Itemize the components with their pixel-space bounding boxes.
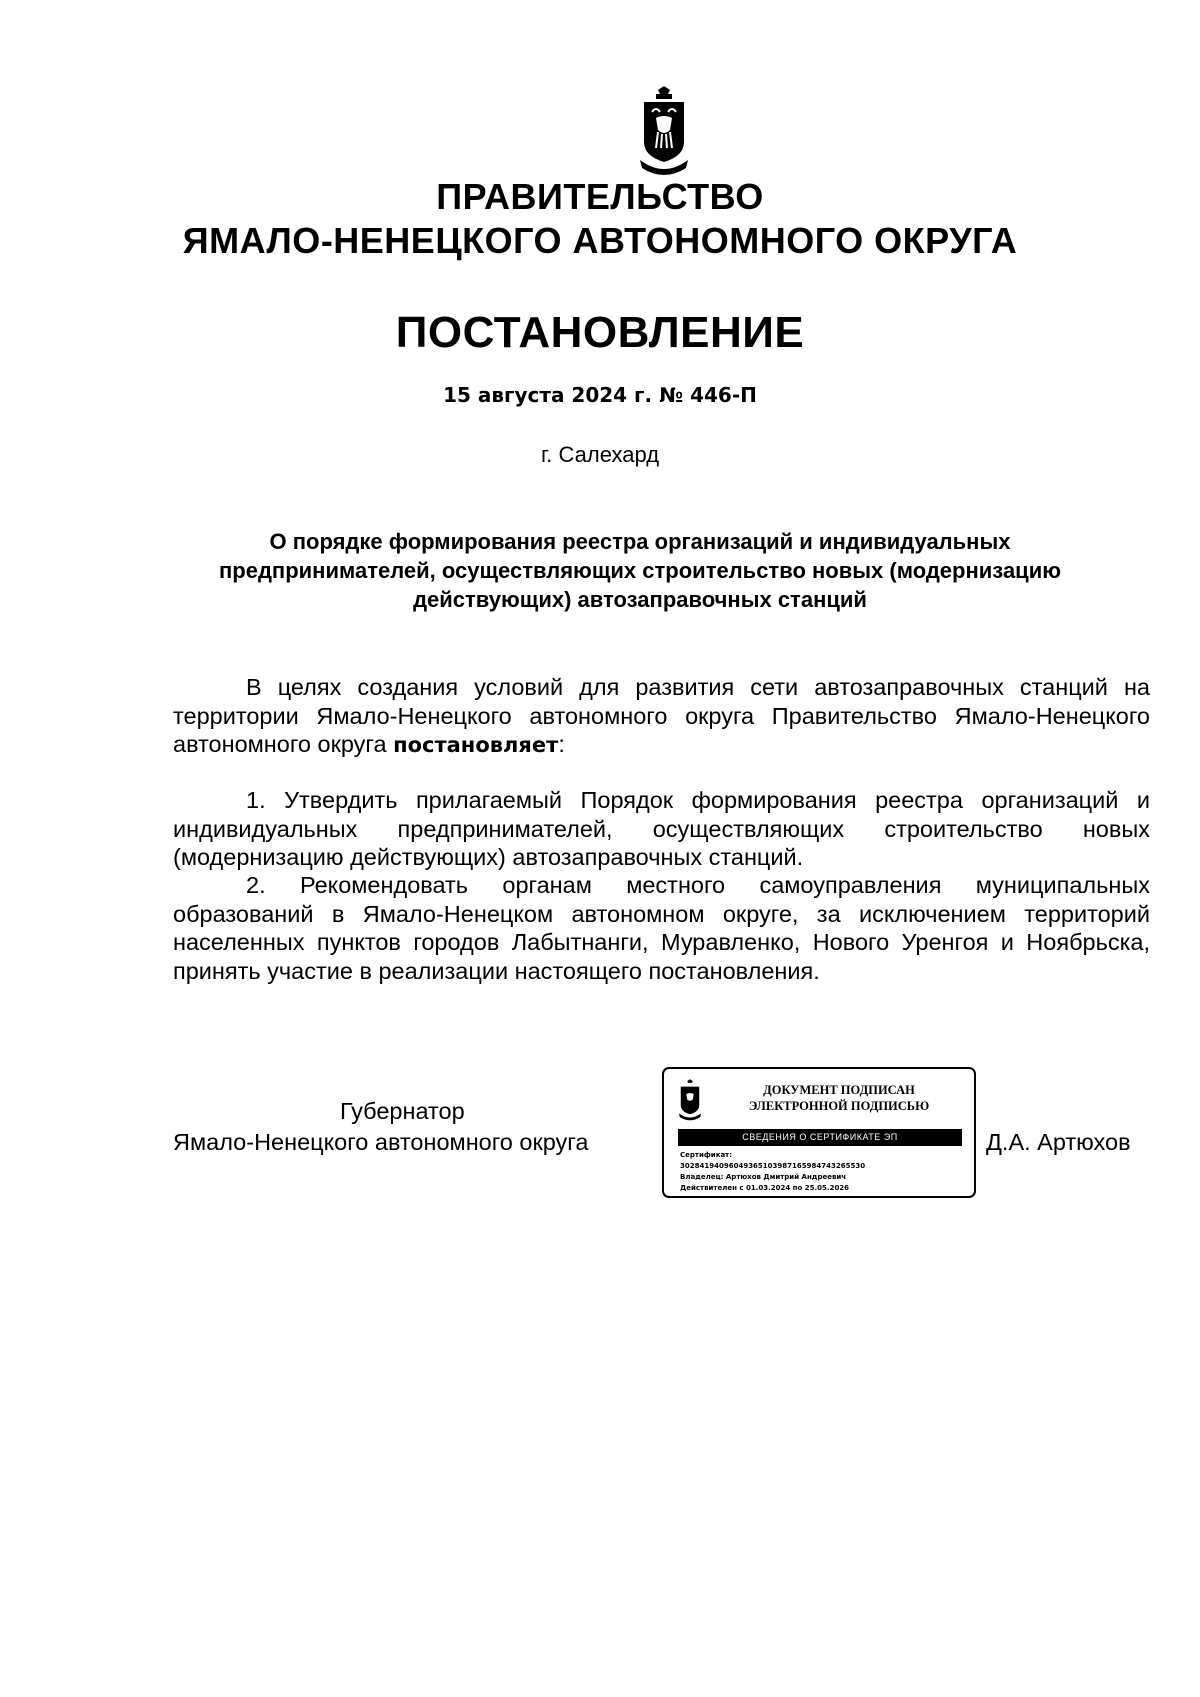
intro-paragraph [173, 673, 1150, 760]
stamp-title-line1: ДОКУМЕНТ ПОДПИСАН [763, 1083, 915, 1097]
signer-title-line1: Губернатор [340, 1098, 465, 1124]
date-number: 15 августа 2024 г. № 446-П [443, 383, 757, 407]
org-name-line1: ПРАВИТЕЛЬСТВО [436, 176, 764, 217]
org-name-line2: ЯМАЛО-НЕНЕЦКОГО АВТОНОМНОГО ОКРУГА [182, 220, 1018, 261]
item-2: 2. Рекомендовать органам местного самоуправления муниципальных образований в Ямало-Ненецком автономном округе, за исключением территорий населенных пунктов городов Лабытнанги, Муравленко, Нового Уренгоя и Ноябрьска, принять участие в реализации настоящего постановления. [173, 872, 1150, 984]
electronic-signature-stamp [662, 1067, 976, 1198]
intro-keyword: постановляет [393, 733, 559, 757]
yamal-coat-of-arms-icon [638, 86, 690, 176]
yamal-coat-of-arms-icon [678, 1079, 702, 1121]
stamp-info-bar: СВЕДЕНИЯ О СЕРТИФИКАТЕ ЭП [678, 1129, 962, 1146]
signer-title-line2: Ямало-Ненецкого автономного округа [173, 1129, 589, 1155]
stamp-owner: Владелец: Артюхов Дмитрий Андреевич [680, 1173, 847, 1181]
stamp-title-line2: ЭЛЕКТРОННОЙ ПОДПИСЬЮ [748, 1099, 930, 1113]
stamp-validity: Действителен с 01.03.2024 по 25.05.2026 [680, 1184, 850, 1192]
signer-name: Д.А. Артюхов [986, 1129, 1131, 1155]
intro-end: : [558, 731, 565, 757]
intro-text: В целях создания условий для развития сети автозаправочных станций на территории Ямало-Ненецкого автономного округа Правительство Ямало-Ненецкого автономного округа [173, 674, 1150, 757]
document-type: ПОСТАНОВЛЕНИЕ [395, 308, 805, 357]
stamp-cert-number: 30284194096049365103987165984743265530 [680, 1162, 866, 1170]
document-subject: О порядке формирования реестра организаций и индивидуальных предпринимателей, осуществляющих строительство новых (модернизацию действующих) автозаправочных станций [218, 529, 1062, 612]
item-1: 1. Утвердить прилагаемый Порядок формирования реестра организаций и индивидуальных предпринимателей, осуществляющих строительство новых (модернизацию действующих) автозаправочных станций. [173, 787, 1150, 870]
stamp-cert-label: Сертификат: [680, 1151, 733, 1159]
city: г. Салехард [540, 442, 660, 467]
